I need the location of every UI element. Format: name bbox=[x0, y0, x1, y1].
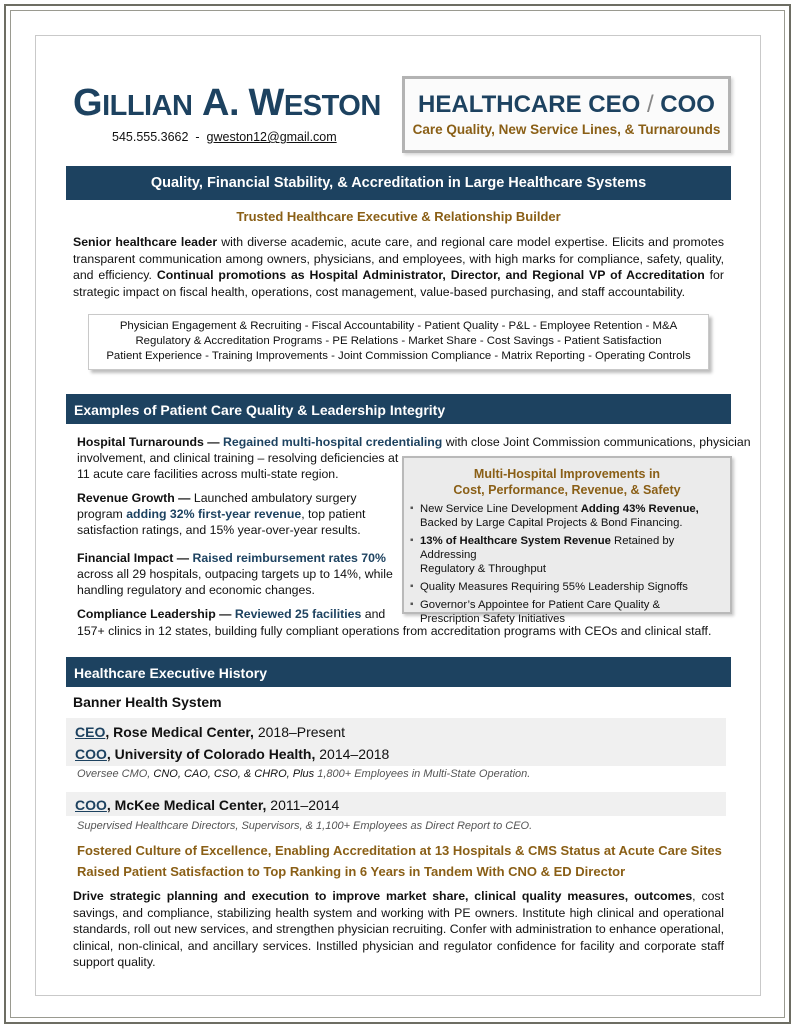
financial-line1: Financial Impact — Raised reimbursement rates 70% bbox=[77, 551, 386, 565]
list-item: ▪ 13% of Healthcare System Revenue Retained by Addressing Regulatory & Throughput bbox=[410, 535, 675, 575]
title-box bbox=[402, 76, 731, 153]
candidate-name: GILLIAN A. WESTON bbox=[73, 82, 381, 124]
skills-box bbox=[88, 314, 709, 370]
contact-line: 545.555.3662 - gweston12@gmail.com bbox=[112, 130, 337, 144]
history-banner: Healthcare Executive History bbox=[66, 657, 731, 687]
role-coo-colorado: COO, University of Colorado Health, 2014–2018 bbox=[75, 746, 390, 762]
skills-line: Patient Experience - Training Improvements - Joint Commission Compliance - Matrix Reporting - Operating Controls bbox=[106, 350, 691, 362]
phone: 545.555.3662 bbox=[112, 130, 189, 144]
revenue-line1: Revenue Growth — Launched ambulatory surgery bbox=[77, 491, 357, 505]
achievement-headline: Raised Patient Satisfaction to Top Ranking in 6 Years in Tandem With CNO & ED Director bbox=[77, 864, 626, 879]
skills-line: Regulatory & Accreditation Programs - PE Relations - Market Share - Cost Savings - Patient Satisfaction bbox=[135, 335, 662, 347]
improvements-list bbox=[404, 502, 730, 626]
revenue-line2: program adding 32% first-year revenue, top patient bbox=[77, 507, 366, 521]
turnaround-line2: involvement, and clinical training – resolving deficiencies at bbox=[77, 451, 399, 465]
skills-line: Physician Engagement & Recruiting - Fiscal Accountability - Patient Quality - P&L - Employee Retention - M&A bbox=[119, 320, 678, 332]
improvements-box bbox=[402, 456, 732, 625]
target-subtitle: Care Quality, New Service Lines, & Turnarounds bbox=[412, 122, 721, 137]
compliance-line1: Compliance Leadership — Reviewed 25 facilities and bbox=[77, 607, 386, 621]
role-note-scope: Oversee CMO, CNO, CAO, CSO, & CHRO, Plus 1,800+ Employees in Multi-State Operation. bbox=[77, 768, 531, 780]
revenue-line3: satisfaction ratings, and 15% year-over-year results. bbox=[77, 523, 361, 537]
summary-paragraph: Senior healthcare leader with diverse academic, acute care, and regional care model expertise. Elicits and promotes transparent communication among owners, physicians, and employees, with high marks for compliance, safety, quality, and efficiency. Continual promotions as Hospital Administrator, Director, and Regional VP of Accreditation for strategic impact on fiscal health, operations, cost management, value-based purchasing, and staff accountability. bbox=[73, 235, 725, 299]
examples-banner: Examples of Patient Care Quality & Leadership Integrity bbox=[66, 394, 731, 424]
email-link[interactable]: gweston12@gmail.com bbox=[206, 130, 337, 144]
financial-line2: across all 29 hospitals, outpacing targets up to 14%, while bbox=[77, 567, 393, 581]
list-item: ▪ Governor’s Appointee for Patient Care Quality & Prescription Safety Initiatives bbox=[410, 599, 661, 625]
summary-banner: Quality, Financial Stability, & Accreditation in Large Healthcare Systems bbox=[66, 166, 731, 200]
achievement-headline: Fostered Culture of Excellence, Enabling Accreditation at 13 Hospitals & CMS Status at Acute Care Sites bbox=[77, 843, 722, 858]
financial-line3: handling regulatory and economic changes. bbox=[77, 583, 315, 597]
history-paragraph: Drive strategic planning and execution to improve market share, clinical quality measures, outcomes, cost savings, and compliance, stabilizing health system and working with PE owners. Institute high clinical and operational standards, roll out new services, and strengthen physician recruiting. Confer with administration to enhance operational, clinical, non-clinical, and ancillary services. Instilled physician and regulator confidence for facility and corporate staff support quality. bbox=[73, 889, 724, 969]
summary-subhead: Trusted Healthcare Executive & Relationship Builder bbox=[236, 209, 561, 224]
role-coo-mckee: COO, McKee Medical Center, 2011–2014 bbox=[75, 797, 340, 813]
improvements-title: Multi-Hospital Improvements in Cost, Performance, Revenue, & Safety bbox=[453, 467, 681, 497]
role-ceo-rose: CEO, Rose Medical Center, 2018–Present bbox=[75, 724, 346, 740]
list-item: ▪ Quality Measures Requiring 55% Leadership Signoffs bbox=[410, 581, 688, 593]
role-note-supervised: Supervised Healthcare Directors, Supervisors, & 1,100+ Employees as Direct Report to CEO. bbox=[77, 820, 533, 832]
target-title: HEALTHCARE CEO / COO bbox=[418, 91, 715, 118]
list-item: ▪ New Service Line Development Adding 43% Revenue, Backed by Large Capital Projects & Bond Financing. bbox=[410, 503, 699, 529]
turnaround-line3: 11 acute care facilities across multi-state region. bbox=[77, 467, 339, 481]
compliance-line2: 157+ clinics in 12 states, building fully compliant operations from accreditation programs with CEOs and clinical staff. bbox=[77, 624, 712, 638]
company-name: Banner Health System bbox=[73, 694, 222, 710]
turnaround-line1: Hospital Turnarounds — Regained multi-hospital credentialing with close Joint Commission communications, physician bbox=[77, 435, 751, 449]
